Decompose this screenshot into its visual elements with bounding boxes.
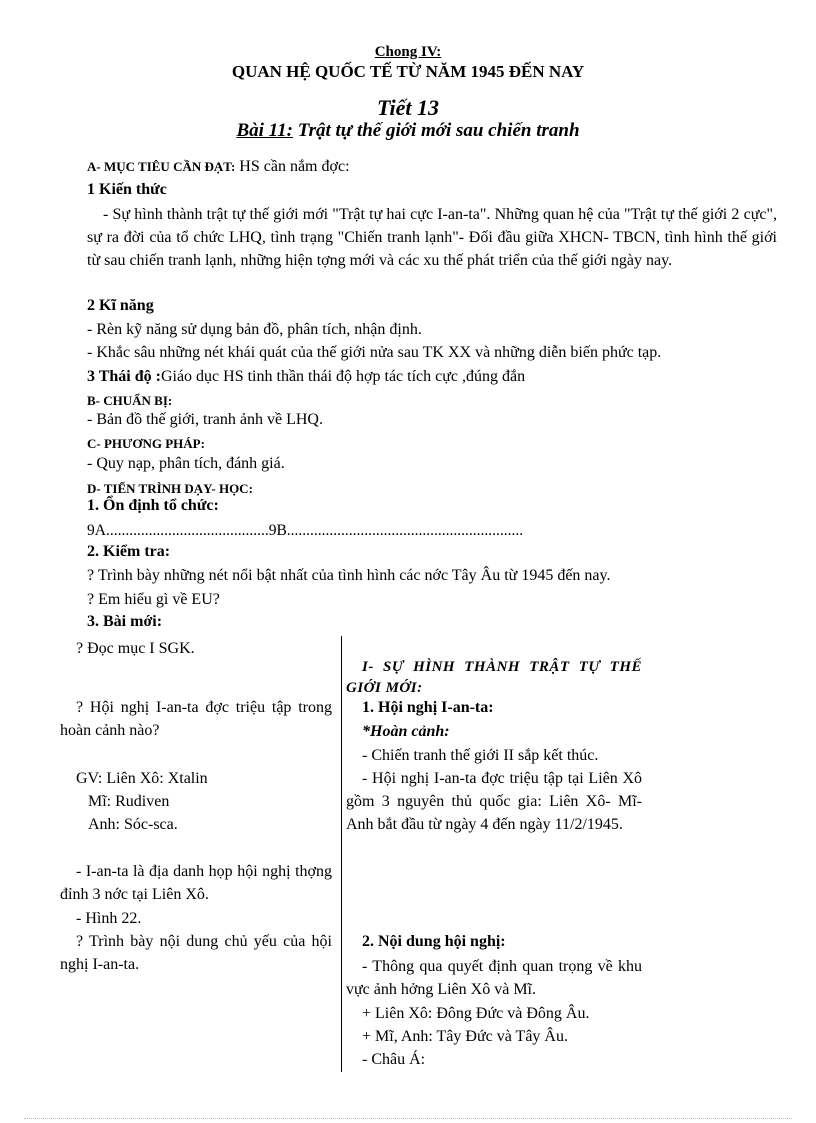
- right-subheading-1: 1. Hội nghị I-an-ta:: [362, 699, 494, 716]
- skills-heading: 2 Kĩ năng: [87, 297, 154, 314]
- context-label: *Hoàn cảnh:: [362, 723, 450, 740]
- lesson-label: Bài 11:: [236, 120, 293, 141]
- left-gv-2: Mĩ: Rudiven: [88, 793, 170, 810]
- attitude-line: [87, 368, 525, 386]
- right-section-title: I- SỰ HÌNH THÀNH TRẬT TỰ THẾ GIỚI MỚI:: [346, 659, 642, 696]
- lesson-period: Tiết 13: [376, 95, 440, 120]
- chapter-title: Chong IV:: [374, 44, 442, 60]
- chapter-heading: QUAN HỆ QUỐC TẾ TỪ NĂM 1945 ĐẾN NAY: [231, 62, 585, 81]
- organization-heading: 1. Ổn định tổ chức:: [87, 497, 219, 514]
- left-note-2: - Hình 22.: [76, 910, 142, 927]
- section-a-intro: HS cần nắm đợc:: [235, 158, 350, 175]
- left-note-1: - I-an-ta là địa danh họp hội nghị thợng đỉnh 3 nớc tại Liên Xô.: [60, 863, 332, 903]
- check-heading: 2. Kiểm tra:: [87, 543, 171, 560]
- content-item-4: - Châu Á:: [362, 1051, 426, 1068]
- new-lesson-heading: 3. Bài mới:: [87, 613, 163, 630]
- knowledge-text: - Sự hình thành trật tự thế giới mới "Trật tự hai cực I-an-ta". Những quan hệ của "Trật tự thế giới 2 cực", sự ra đời của tổ chức LHQ, tình trạng "Chiến tranh lạnh"- Đối đầu giữa XHCN- TBCN, tình hình thế giới từ sau chiến tranh lạnh, những hiện tợng mới và các xu thế phát triển của thế giới ngày nay.: [87, 206, 777, 269]
- attitude-heading: 3 Thái độ :: [87, 368, 161, 385]
- section-a-heading-line: [87, 158, 350, 176]
- section-c-heading: C- PHƯƠNG PHÁP:: [87, 436, 205, 451]
- check-question-1: ? Trình bày những nét nổi bật nhất của tình hình các nớc Tây Âu từ 1945 đến nay.: [87, 567, 611, 584]
- left-gv-3: Anh: Sóc-sca.: [88, 816, 178, 833]
- right-subheading-2: 2. Nội dung hội nghị:: [362, 933, 506, 950]
- attitude-text: Giáo dục HS tinh thần thái độ hợp tác tích cực ,đúng đắn: [160, 368, 526, 385]
- content-item-1: - Thông qua quyết định quan trọng về khu vực ảnh hởng Liên Xô và Mĩ.: [346, 958, 642, 998]
- class-attendance-line: 9A..........................................9B.............................................................: [87, 522, 524, 539]
- lesson-title: [0, 120, 816, 142]
- lesson-name: Trật tự thế giới mới sau chiến tranh: [292, 120, 580, 141]
- knowledge-heading: 1 Kiến thức: [87, 181, 167, 198]
- skills-item-1: - Rèn kỹ năng sử dụng bản đồ, phân tích, nhận định.: [87, 321, 422, 338]
- section-b-heading: B- CHUẨN BỊ:: [87, 393, 173, 408]
- left-question-1: ? Đọc mục I SGK.: [76, 640, 195, 657]
- page-bottom-rule: [24, 1118, 792, 1119]
- left-question-3: ? Trình bày nội dung chủ yếu của hội nghị I-an-ta.: [60, 933, 332, 973]
- section-c-text: - Quy nạp, phân tích, đánh giá.: [87, 455, 285, 472]
- section-a-heading: A- MỤC TIÊU CẦN ĐẠT:: [87, 159, 236, 174]
- section-d-heading: D- TIẾN TRÌNH DẠY- HỌC:: [87, 481, 253, 496]
- content-item-3: + Mĩ, Anh: Tây Đức và Tây Âu.: [362, 1028, 568, 1045]
- left-gv-1: GV: Liên Xô: Xtalin: [76, 770, 208, 787]
- context-item-2: - Hội nghị I-an-ta đợc triệu tập tại Liên Xô gồm 3 nguyên thủ quốc gia: Liên Xô- Mĩ- Anh bắt đầu từ ngày 4 đến ngày 11/2/1945.: [346, 770, 642, 833]
- context-item-1: - Chiến tranh thế giới II sắp kết thúc.: [362, 747, 599, 764]
- content-item-2: + Liên Xô: Đông Đức và Đông Âu.: [362, 1005, 590, 1022]
- section-b-text: - Bản đồ thế giới, tranh ảnh về LHQ.: [87, 411, 323, 428]
- left-question-2: ? Hội nghị I-an-ta đợc triệu tập trong hoàn cảnh nào?: [60, 699, 332, 739]
- check-question-2: ? Em hiểu gì về EU?: [87, 591, 220, 608]
- column-divider: [341, 636, 342, 1072]
- skills-item-2: - Khắc sâu những nét khái quát của thế giới nửa sau TK XX và những diễn biến phức tạp.: [87, 344, 662, 361]
